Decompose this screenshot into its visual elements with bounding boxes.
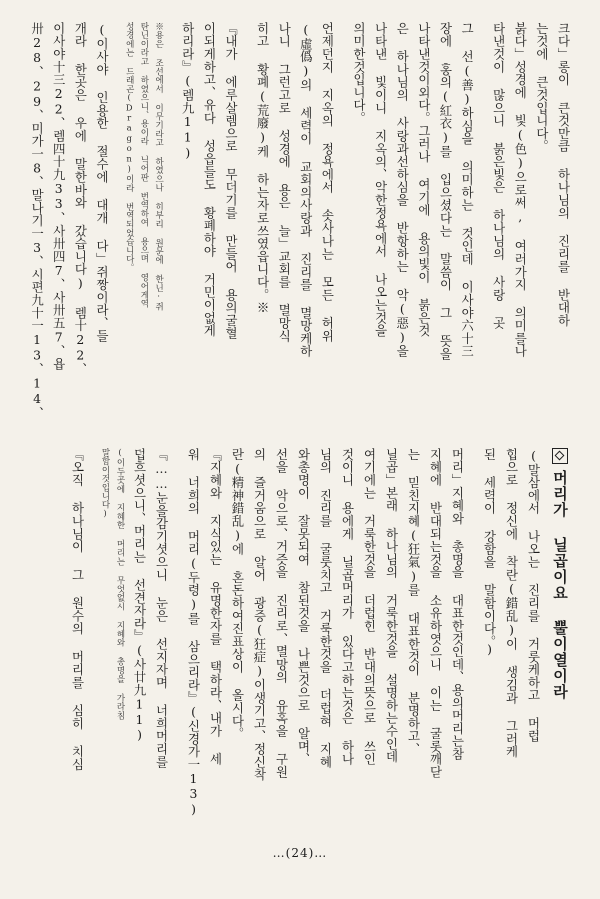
column-gap [170, 448, 180, 820]
column-text: 는 믿친지혜(狂氣)를 대표한것이 분명하고、 [406, 448, 421, 756]
text-column [448, 448, 466, 820]
text-column [404, 448, 422, 820]
column-text: 의 즐거움으로 알어 광증(狂症)이생기고、정신착 [252, 448, 267, 781]
column-text: 탄닌이라고 하였으니、용이라 닉어판 번역하여 용으며 영어게역 [138, 22, 149, 308]
column-text: 『내가 에루살렘으로 무더기를 만들어 용의굴혈 [223, 22, 239, 340]
column-text: (말삼에서 나오는 진리를 거룻케하고 머럽 [526, 448, 541, 743]
text-column [360, 448, 378, 820]
column-text: 것이니 용에게 닐곱머리가 있다고하는것은 하나 [340, 448, 355, 766]
column-text: 『……눈을감기셧으니 눈은 선지자며 너희머리를 [154, 448, 169, 769]
column-text: 말함이것입니다) [100, 448, 110, 520]
section-heading [548, 448, 572, 820]
column-gap [476, 22, 486, 422]
text-column [68, 448, 86, 820]
column-text: 이사야十三22、렘四十九33、사卅四7、사卅五7、욥 [51, 22, 67, 371]
column-text: 와총명이 잘못되여 참된것을 나쁜것으로 알며、 [296, 448, 311, 766]
text-column [372, 22, 390, 422]
text-column [554, 22, 572, 422]
column-text: 워 너희의 머리(두령)를 삼으리라』(신경가一13) [186, 448, 201, 817]
text-column [502, 448, 520, 820]
text-column [152, 448, 170, 820]
text-column [338, 448, 356, 820]
column-text: 이되게하고、유다 성읍들도 황폐하야 거민이없게 [201, 22, 217, 337]
column-text: 란(精神錯乱)에 혼돈하여진표상이 올시다。 [230, 448, 245, 740]
text-column [393, 22, 411, 422]
text-column [200, 22, 218, 422]
text-column [511, 22, 529, 422]
text-column [480, 448, 498, 820]
column-gap [165, 22, 175, 422]
text-column [350, 22, 368, 422]
text-column [179, 22, 197, 422]
column-gap [466, 448, 476, 820]
column-text: 의미한것입니다。 [351, 22, 367, 125]
column-text: 머리」지혜와 총명을 대표한것인데、용의머리는참 [450, 448, 465, 761]
text-column [250, 448, 268, 820]
page-number: …(24)… [272, 846, 328, 860]
column-text: 『오직 하나님이 그 원수의 머리를 심히 치심 [70, 448, 85, 771]
text-column [130, 448, 148, 820]
text-column [297, 22, 315, 422]
text-column [228, 448, 246, 820]
column-text: 붉다」성경에 빛(色)으로써, 여러가지 의미를나 [512, 22, 528, 358]
column-text: 장에 홍의(紅衣)를 입으셨다는 말씀이 그 뜻을 [437, 22, 453, 361]
column-text: (이두곳에 지혜한 머리는 무엇없시 지혜와 총명을 가라침 [115, 448, 125, 720]
column-text: 성경에는 드래곤(Dragon)이라 번역되었습니다。 [124, 22, 135, 272]
column-text: ※용은 조선에서 이무기라고 하였으나 히부리 원문에 한닌·쥐 [153, 22, 164, 311]
column-gap [110, 22, 120, 422]
column-text: (이사야 인용한 절수에 대개 다」쥐짱이라、들 [94, 22, 110, 343]
footnote-column [114, 448, 126, 820]
text-column [426, 448, 444, 820]
column-text: 타낸것이 많으니 붉은빛은 하나님의 사랑 곳 [491, 22, 507, 330]
footnote-column [153, 22, 165, 422]
text-column [318, 22, 336, 422]
footnote-column [138, 22, 150, 422]
column-text: 『지혜와 지식있는 유명한자를 택하라、내가 세 [208, 448, 223, 766]
column-gap [336, 22, 346, 422]
text-column [294, 448, 312, 820]
column-text: 히고 황폐(荒廢)케 하는자로쓰였읍니다。※ [255, 22, 271, 314]
text-column [382, 448, 400, 820]
text-column [415, 22, 433, 422]
text-column [222, 22, 240, 422]
column-text: 나타낸 빛이니 지옥의、악한정욕에서 나오는것을 [373, 22, 389, 337]
column-text: 크다」롱이 큰것만큼 하나님의 진리를 반대하 [556, 22, 571, 327]
column-text: 여기에는 거룩한것을 더럽힌 반대의뜻으로 쓰인 [362, 448, 377, 766]
column-text: (虛僞)의 세력이 교회의사랑과 진리를 멸망케하 [298, 22, 314, 358]
text-column [272, 448, 290, 820]
column-text: 나타낸것이외다。그러나 여기에 용의빛이 붉은것 [416, 22, 432, 337]
column-text: 지혜에 반대되는것을 소유하엿으니 이는 굴롯깨닫 [428, 448, 443, 779]
column-text: 힙으로 정신에 착란(錯乱)이 생김과 그러케 [504, 448, 519, 758]
footnote-column [99, 448, 111, 820]
text-column [28, 22, 46, 422]
column-text: 는것에 큰것입니다。 [534, 22, 550, 153]
text-column [533, 22, 551, 422]
column-text: 개라 한곳은 우에 말한바와 갔습니다) 렘十22、 [72, 22, 88, 376]
column-text: 선을 악으로、거즛을 진리로、멸망의 유혹을 구원 [274, 448, 289, 779]
text-column [316, 448, 334, 820]
text-column [50, 22, 68, 422]
footnote-column [123, 22, 135, 422]
column-text: 언제던지 지옥의 정욕에서 솟사나는 모든 허위 [319, 22, 335, 343]
column-text: 덥흐셧으니、머리는 선견자라』(사廿九11) [132, 448, 147, 743]
column-text: 그 선(善)하심을 의미하는 것인데 이사야六十三 [459, 22, 475, 358]
text-column [184, 448, 202, 820]
text-column [436, 22, 454, 422]
text-column [524, 448, 542, 820]
text-column [253, 22, 271, 422]
ornament-icon [552, 448, 568, 464]
text-column [275, 22, 293, 422]
top-text-block [24, 22, 572, 422]
column-text: 닐곱」본래 하나님의 거룩한것을 설명하는수인데 [384, 448, 399, 763]
bottom-text-block [24, 448, 572, 820]
text-column [490, 22, 508, 422]
column-text: 님의 진리를 굴룻치고 거룩한것을 더럽혀 지혜 [318, 448, 333, 769]
column-gap [86, 448, 96, 820]
text-column [458, 22, 476, 422]
column-text: 된 세력이 강함을 말함이다。) [482, 448, 497, 657]
column-text: 은 하나님의 사랑과선하심을 반항하는 악(惡)을 [394, 22, 410, 358]
column-text: 卅28、29、미가一8、말나기一3、시편九十一13、14、 [29, 22, 45, 420]
text-column [71, 22, 89, 422]
column-gap [239, 22, 249, 422]
text-column [93, 22, 111, 422]
column-text: 머리가 닐곱이요 뿔이열이라 [551, 470, 569, 700]
column-text: 나니 그런고로 성경에 용은 늘」교회를 멸망식 [276, 22, 292, 343]
text-column [206, 448, 224, 820]
column-text: 하리라』(렘九11) [180, 22, 196, 161]
